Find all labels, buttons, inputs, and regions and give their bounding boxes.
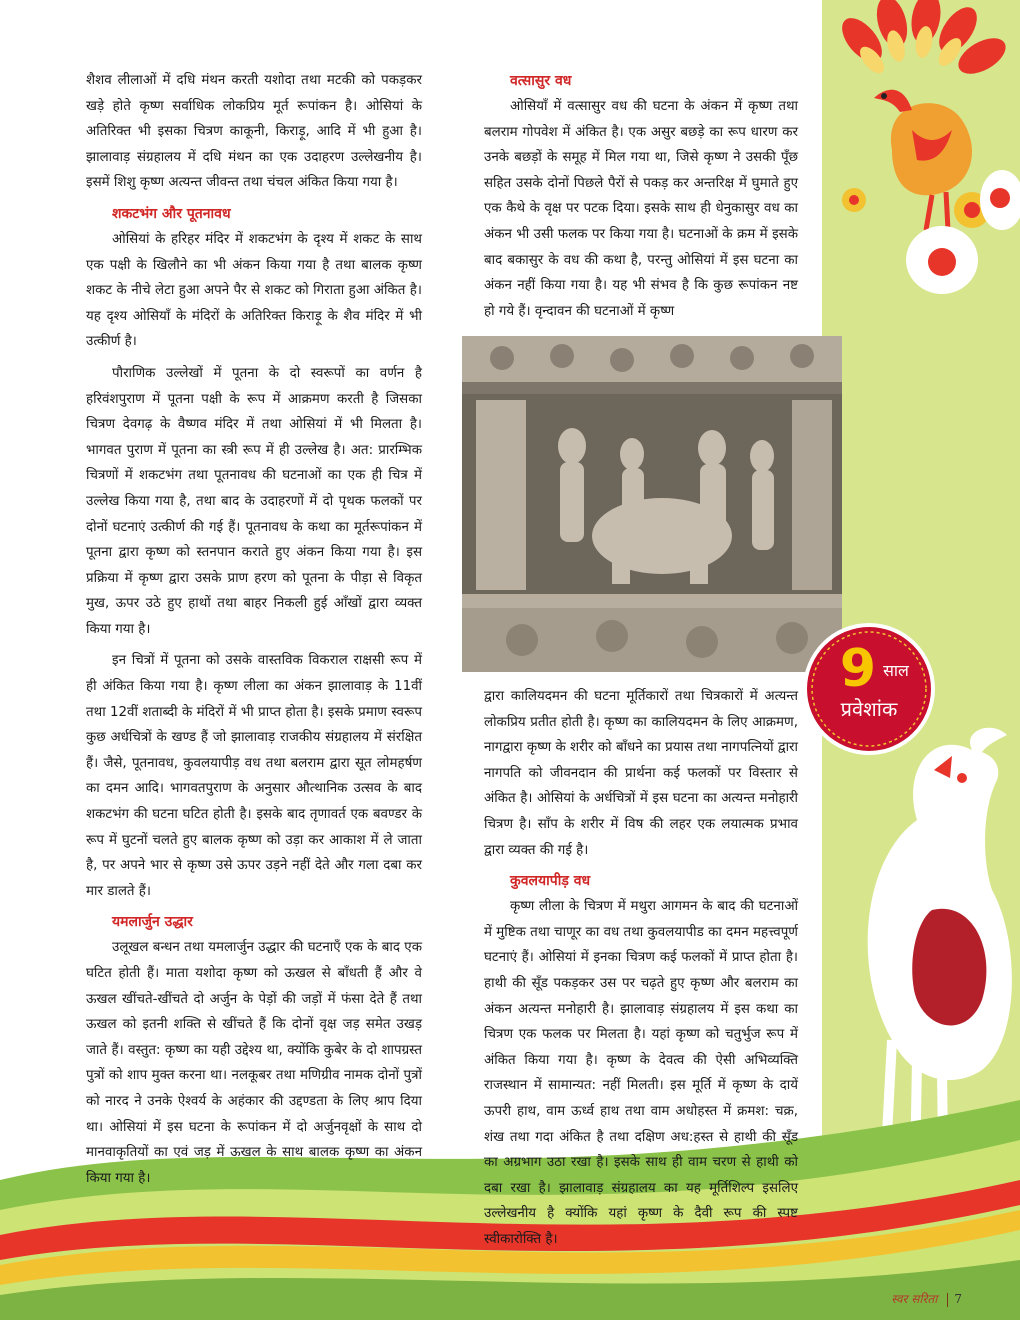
paragraph: कृष्ण लीला के चित्रण में मथुरा आगमन के बाद की घटनाओं में मुष्टिक तथा चाणूर का वध तथा कुवलयापीड का दमन महत्त्वपूर्ण घटनाएं हैं। ओसियां में इनका चित्रण कई फलकों में प्राप्त होता है। हाथी की सूँड पकड़कर उस पर चढ़ते हुए कृष्ण और बलराम का अंकन अत्यन्त मनोहारी है। झालावाड़ संग्रहालय में इस कथा का चित्रण एक फलक पर मिलता है। यहां कृष्ण को चतुर्भुज रूप में अंकित किया गया है। कृष्ण के देवत्व की ऐसी अभिव्यक्ति राजस्थान में सामान्यत: नहीं मिलती। इस मूर्ति में कृष्ण के दायें ऊपरी हाथ, वाम ऊर्ध्व हाथ तथा वाम अधोहस्त में क्रमश: चक्र, शंख तथा गदा अंकित है तथा दक्षिण अध:हस्त से हाथी की सूँड का अग्रभाग उठा रखा है। इसके साथ ही वाम चरण से हाथी को दबा रखा है। झालावाड़ संग्रहालय का यह मूर्तिशिल्प इसलिए उल्लेखनीय है क्योंकि यहां कृष्ण के दैवी रूप की स्पष्ट स्वीकारोक्ति है। bbox=[484, 899, 798, 1247]
right-text-column-top bbox=[484, 68, 798, 330]
badge-word: साल bbox=[883, 661, 909, 680]
paragraph: शैशव लीलाओं में दधि मंथन करती यशोदा तथा मटकी को पकड़कर खड़े होते कृष्ण सर्वाधिक लोकप्रिय मूर्त रूपांकन है। ओसियां के अतिरिक्त भी इसका चित्रण काकूनी, किराड़ू, आदि में भी हुआ है। झालावाड़ संग्रहालय में दधि मंथन का एक उदाहरण उल्लेखनीय है। इसमें शिशु कृष्ण अत्यन्त जीवन्त तथा चंचल अंकित किया गया है। bbox=[86, 73, 422, 191]
badge-number: 9 bbox=[839, 639, 877, 699]
paragraph: पौराणिक उल्लेखों में पूतना के दो स्वरूपों का वर्णन है हरिवंशपुराण में पूतना पक्षी के रूप में आक्रमण करती है जिसका चित्रण देवगढ़ के वैष्णव मंदिर में तथा ओसियां में भी मिलता है। भागवत पुराण में पूतना का स्त्री रूप में ही उल्लेख है। अत: प्रारम्भिक चित्रणों में शकटभंग तथा पूतनावध की घटनाओं का एक ही चित्र में उल्लेख किया गया है, तथा बाद के उदाहरणों में दो पृथक फलकों पर दोनों घटनाएं उत्कीर्ण की गई हैं। पूतनावध के कथा का मूर्तरूपांकन में पूतना द्वारा कृष्ण को स्तनपान कराते हुए अंकन किया गया है। इस प्रक्रिया में कृष्ण द्वारा उसके प्राण हरण को पूतना के पीड़ा से विकृत मुख, ऊपर उठे हुए हाथों तथा बाहर निकली हुई आँखों द्वारा व्यक्त किया गया है। bbox=[86, 365, 422, 637]
paragraph: इन चित्रों में पूतना को उसके वास्तविक विकराल राक्षसी रूप में ही अंकित किया गया है। कृष्ण लीला का अंकन झालावाड़ के 11वीं तथा 12वीं शताब्दी के मंदिरों में भी प्राप्त होता है। इसके प्रमाण स्वरूप कुछ अर्धचित्रों के खण्ड हैं जो झालावाड़ राजकीय संग्रहालय में संरक्षित हैं। जैसे, पूतनावध, कुवलयापीड़ वध तथा बलराम द्वारा सूत लोमहर्षण का दमन आदि। भागवतपुराण के अनुसार औत्थानिक उत्सव के बाद शकटभंग की घटना घटित होती है। इसके बाद तृणावर्त एक बवण्डर के रूप में घुटनों चलते हुए बालक कृष्ण को उड़ा कर आकाश में ले जाता है, पर अपने भार से कृष्ण उसे ऊपर उड़ने नहीं देते और गला दबा कर मार डालते हैं। bbox=[86, 653, 422, 899]
paragraph: उलूखल बन्धन तथा यमलार्जुन उद्धार की घटनाएँ एक के बाद एक घटित होती हैं। माता यशोदा कृष्ण को ऊखल से बाँधती हैं और वे ऊखल खींचते-खींचते दो अर्जुन के पेड़ों की जड़ों में फंसा देते हैं तथा ऊखल को इतनी शक्ति से खींचते हैं कि दोनों वृक्ष जड़ समेत उखड़ जाते हैं। वस्तुत: कृष्ण का यही उद्देश्य था, क्योंकि कुबेर के दो शापग्रस्त पुत्रों को शाप मुक्त करना था। नलकूबर तथा मणिग्रीव नामक दोनों पुत्रों को नारद ने उनके ऐश्वर्य के अहंकार की उद्दण्डता के लिए श्राप दिया था। ओसियां में इस घटना के रूपांकन में दो अर्जुनवृक्षों के साथ दो मानवाकृतियों का एवं जड़ में ऊखल के साथ बालक कृष्ण का अंकन किया गया है। bbox=[86, 940, 422, 1186]
temple-sculpture-photo bbox=[462, 336, 842, 672]
paragraph: ओसियां के हरिहर मंदिर में शकटभंग के दृश्य में शकट के साथ एक पक्षी के खिलौने का भी अंकन किया गया है तथा बालक कृष्ण शकट के नीचे लेटा हुआ अपने पैर से शकट को गिराता हुआ अंकित है। यह दृश्य ओसियाँ के मंदिरों के अतिरिक्त किराड़ू के शैव मंदिर में भी उत्कीर्ण है। bbox=[86, 231, 422, 350]
page-number: 7 bbox=[954, 1292, 962, 1306]
right-text-column-bottom bbox=[484, 684, 798, 1258]
paragraph: द्वारा कालियदमन की घटना मूर्तिकारों तथा चित्रकारों में अत्यन्त लोकप्रिय प्रतीत होती है। कृष्ण का कालियदमन के लिए आक्रमण, नागद्वारा कृष्ण के शरीर को बाँधने का प्रयास तथा नागपत्नियों द्वारा नागपति को जीवनदान की प्रार्थना कई फलकों पर विस्तार से अंकित है। ओसियां के अर्धचित्रों में इस घटना का अत्यन्त मनोहारी चित्रण है। साँप के शरीर में विष की लहर एक लयात्मक प्रभाव द्वारा व्यक्त की गई है। bbox=[484, 689, 798, 858]
section-heading-vatsasur: वत्सासुर वध bbox=[510, 73, 572, 89]
paragraph: ओसियाँ में वत्सासुर वध की घटना के अंकन में कृष्ण तथा बलराम गोपवेश में अंकित है। एक असुर बछड़े का रूप धारण कर उनके बछड़ों के समूह में मिल गया था, जिसे कृष्ण ने उसकी पूँछ सहित उसके दोनों पिछले पैरों से पकड़ कर अन्तरिक्ष में घुमाते हुए एक कैथे के वृक्ष पर पटक दिया। इसके साथ ही धेनुकासुर वध का अंकन भी उसी फलक पर किया गया है। घटनाओं के क्रम में इसके बाद बकासुर के वध की कथा है, परन्तु ओसियां में इस घटना का अंकन नहीं किया गया है। यह भी संभव है कि कुछ रूपांकन नष्ट हो गये हैं। वृन्दावन की घटनाओं में कृष्ण bbox=[484, 99, 798, 319]
page-footer bbox=[891, 1290, 962, 1307]
section-heading-shakatbhang: शकटभंग और पूतनावध bbox=[112, 205, 231, 222]
section-heading-yamalarjun: यमलार्जुन उद्धार bbox=[112, 914, 193, 931]
left-text-column bbox=[86, 68, 422, 1197]
anniversary-badge bbox=[800, 620, 938, 758]
peacock-ornament-icon bbox=[822, 0, 1020, 330]
magazine-name: स्वर सरिता bbox=[891, 1292, 938, 1306]
badge-label: प्रवेशांक bbox=[840, 697, 898, 721]
section-heading-kuvalayapeed: कुवलयापीड़ वध bbox=[510, 873, 591, 890]
footer-divider bbox=[947, 1293, 948, 1307]
